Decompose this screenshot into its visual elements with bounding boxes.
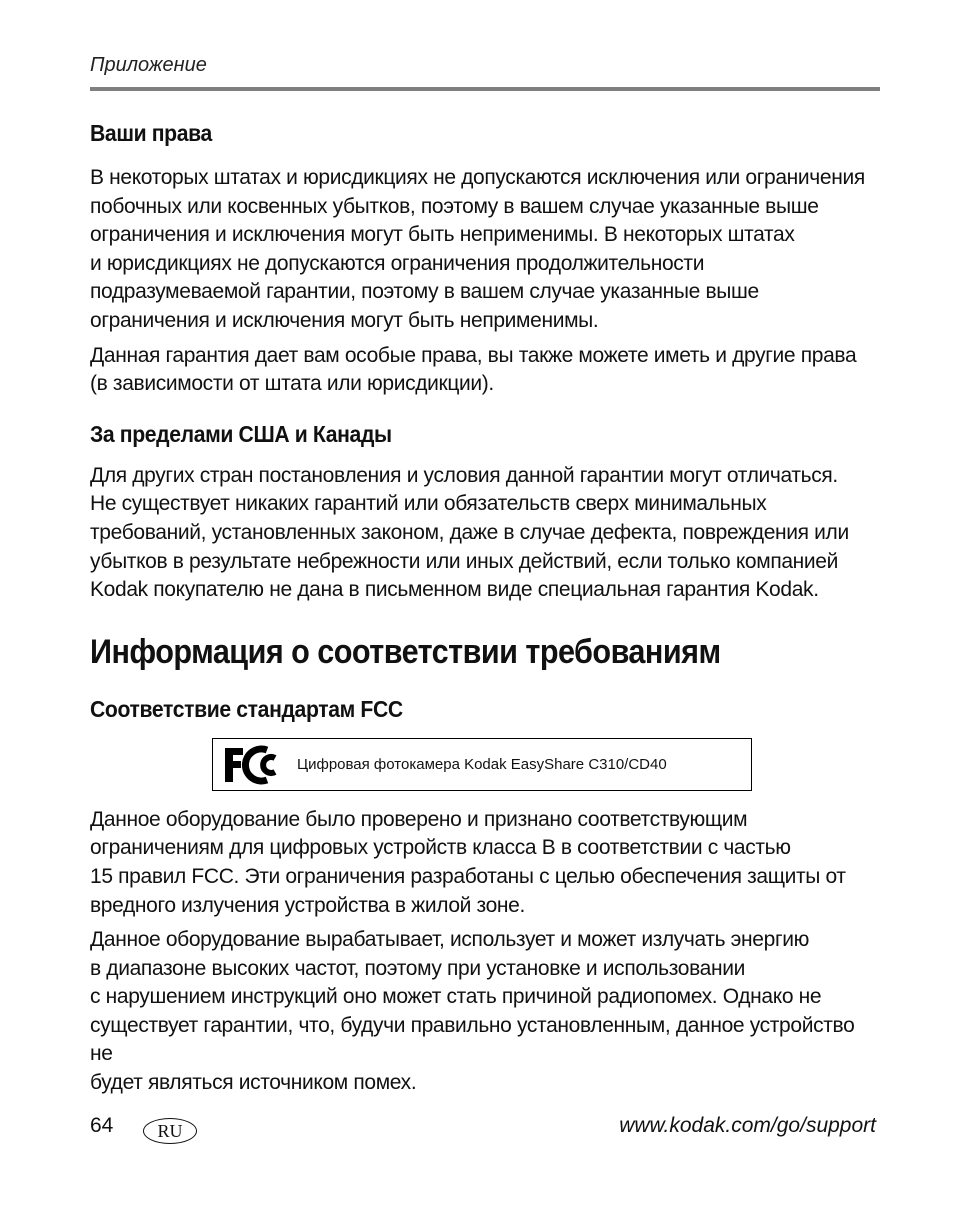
fcc-label-box — [212, 738, 752, 791]
heading-outside-us-canada: За пределами США и Канады — [90, 420, 392, 447]
heading-your-rights: Ваши права — [90, 120, 212, 146]
paragraph-fcc-tested: Данное оборудование было проверено и признано соответствующим ограничениям для цифровых устройств класса B в соответствии с частью 15 правил FCC. Эти ограничения разработаны с целью обеспечения защиты от вредного излучения устройства в жилой зоне. — [90, 807, 846, 917]
header-divider — [90, 87, 880, 91]
paragraph-outside-us-canada: Для других стран постановления и условия данной гарантии могут отличаться. Не существует никаких гарантий или обязательств сверх минимальных требований, установленных законом, даже в случае дефекта, повреждения или убытков в результате небрежности или иных действий, если только компанией Kodak покупателю не дана в письменном виде специальная гарантия Kodak. — [90, 463, 849, 602]
section-label: Приложение — [90, 54, 207, 76]
paragraph-rights-exclusions: В некоторых штатах и юрисдикциях не допускаются исключения или ограничения побочных или косвенных убытков, поэтому в вашем случае указанные выше ограничения и исключения могут быть неприменимы. В некоторых штатах и юрисдикциях не допускаются ограничения продолжительности подразумеваемой гарантии, поэтому в вашем случае указанные выше ограничения и исключения могут быть неприменимы. — [90, 166, 865, 332]
paragraph-rights-special: Данная гарантия дает вам особые права, вы также можете иметь и другие права (в зависимости от штата или юрисдикции). — [90, 343, 857, 396]
fcc-logo-icon — [223, 744, 283, 786]
page-number: 64 — [90, 1114, 114, 1137]
paragraph-fcc-interference: Данное оборудование вырабатывает, использует и может излучать энергию в диапазоне высоких частот, поэтому при установке и использовании с нарушением инструкций оно может стать причиной радиопомех. Однако не существует гарантии, что, будучи правильно установленным, данное устройство не будет являться источником помех. — [90, 928, 855, 1095]
heading-fcc: Соответствие стандартам FCC — [90, 695, 403, 722]
fcc-device-label: Цифровая фотокамера Kodak EasyShare C310/CD40 — [297, 756, 667, 773]
page-content — [90, 116, 880, 1098]
language-code: RU — [157, 1120, 183, 1141]
support-url: www.kodak.com/go/support — [619, 1114, 876, 1137]
heading-compliance: Информация о соответствии требованиям — [90, 632, 721, 671]
language-badge — [143, 1118, 197, 1144]
